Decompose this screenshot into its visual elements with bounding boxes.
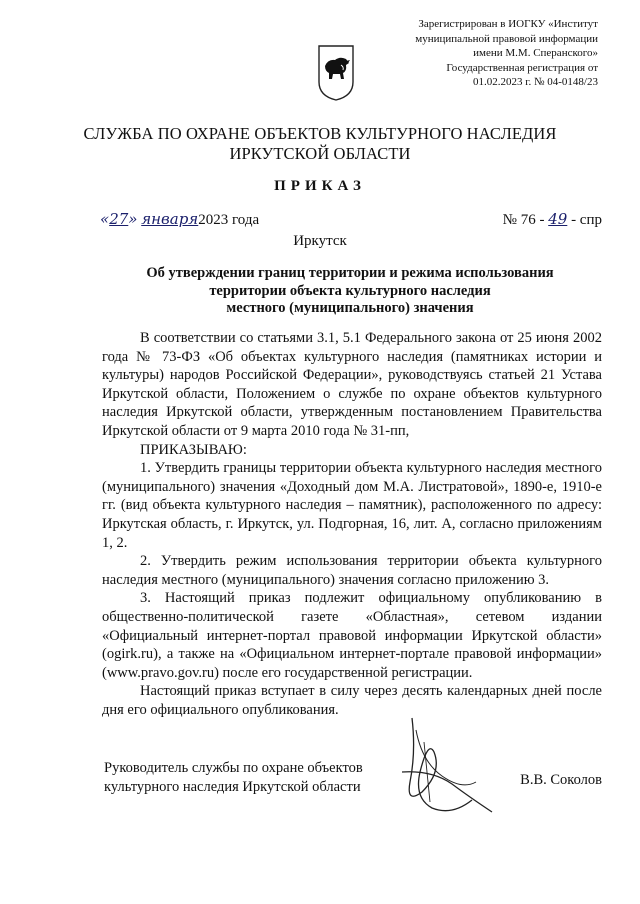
document-type: ПРИКАЗ [274, 178, 366, 194]
document-title [100, 265, 600, 318]
title-line: местного (муниципального) значения [226, 300, 474, 316]
document-date [100, 210, 259, 229]
handwritten-signature [372, 712, 512, 822]
title-line: территории объекта культурного наследия [209, 282, 491, 299]
order-item-2: 2. Утвердить режим использования территории объекта культурного наследия местного (муниципального) значения согласно приложению 3. [102, 553, 602, 588]
signatory-name: В.В. Соколов [520, 772, 602, 788]
registration-line: 01.02.2023 г. № 04-0148/23 [473, 76, 598, 89]
number-suffix: - спр [571, 212, 602, 228]
number-prefix: № 76 - [502, 212, 545, 228]
agency-line: ИРКУТСКОЙ ОБЛАСТИ [229, 144, 411, 163]
position-line: культурного наследия Иркутской области [104, 778, 361, 795]
signatory-position [104, 759, 363, 796]
coat-of-arms-icon [316, 44, 356, 102]
registration-line: Государственная регистрация от [446, 61, 598, 74]
date-quote-open: « [100, 210, 110, 228]
agency-name [0, 124, 640, 164]
intro-paragraph: В соответствии со статьями 3.1, 5.1 Федерального закона от 25 июня 2002 года № 73-ФЗ «Об объектах культурного наследия (памятниках истории и культуры) народов Российской Федерации», руководствуясь статьей 21 Устава Иркутской области, Положением о службе по охране объектов культурного наследия Иркутской области, утвержденным постановлением Правительства Иркутской области от 9 марта 2010 года № 31-пп, [102, 330, 602, 439]
date-year: 2023 года [198, 212, 260, 228]
registration-stamp [378, 17, 598, 90]
order-item-1: 1. Утвердить границы территории объекта культурного наследия местного (муниципального) значения «Доходный дом М.А. Листратовой», 1890-е, 1910-е гг. (вид объекта культурного наследия – памятник), расположенного по адресу: Иркутская область, г. Иркутск, ул. Подгорная, 16, лит. А, согласно приложениям 1, 2. [102, 460, 602, 551]
document-number [503, 210, 602, 229]
agency-line: СЛУЖБА ПО ОХРАНЕ ОБЪЕКТОВ КУЛЬТУРНОГО НАСЛЕДИЯ [83, 124, 557, 143]
title-line: Об утверждении границ территории и режима использования [146, 265, 554, 281]
document-body [102, 329, 602, 719]
order-word: ПРИКАЗЫВАЮ: [140, 441, 247, 458]
document-city: Иркутск [293, 233, 347, 249]
registration-line: Зарегистрирован в ИОГКУ «Институт [418, 18, 598, 30]
number-value: 49 [548, 210, 568, 228]
date-day: 27 [109, 210, 129, 228]
registration-line: имени М.М. Сперанского» [473, 47, 598, 60]
date-month: января [141, 210, 199, 228]
registration-line: муниципальной правовой информации [415, 32, 598, 45]
order-item-3: 3. Настоящий приказ подлежит официальному опубликованию в общественно-политической газете «Областная», сетевом издании «Официальный интернет-портал правовой информации Иркутской области» (ogirk.ru), а также на «Официальном интернет-портале правовой информации» (www.pravo.gov.ru) после его государственной регистрации. [102, 590, 602, 681]
order-item-4: Настоящий приказ вступает в силу через десять календарных дней после дня его официального опубликования. [102, 683, 602, 718]
position-line: Руководитель службы по охране объектов [104, 760, 363, 776]
date-quote-close: » [128, 210, 138, 228]
